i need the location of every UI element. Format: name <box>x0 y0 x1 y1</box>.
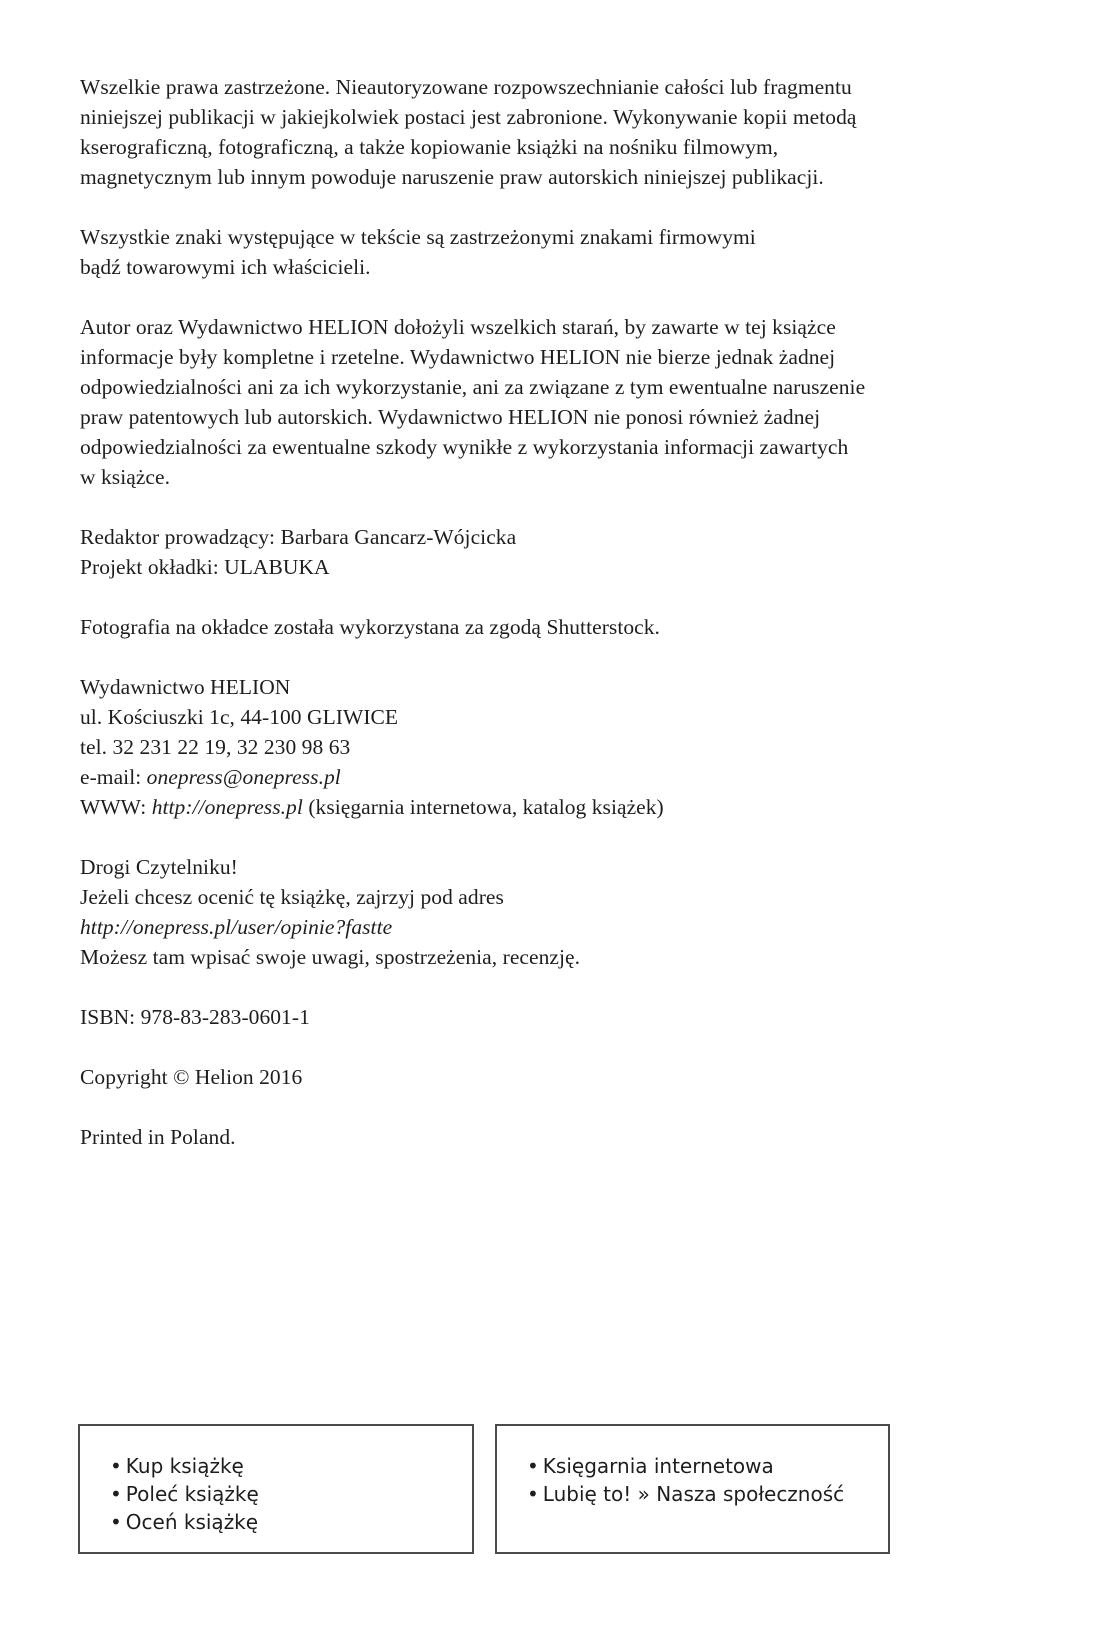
text-line: niniejszej publikacji w jakiejkolwiek postaci jest zabronione. Wykonywanie kopii metodą <box>80 105 857 129</box>
text-line: Autor oraz Wydawnictwo HELION dołożyli wszelkich starań, by zawarte w tej książce <box>80 315 836 339</box>
text-line: Wszelkie prawa zastrzeżone. Nieautoryzowane rozpowszechnianie całości lub fragmentu <box>80 75 852 99</box>
rights-paragraph <box>80 72 1040 192</box>
text-line: kserograficzną, fotograficzną, a także kopiowanie książki na nośniku filmowym, <box>80 135 779 159</box>
credits-paragraph <box>80 522 1040 582</box>
email-link[interactable]: onepress@onepress.pl <box>146 765 341 789</box>
buy-book-link[interactable] <box>110 1452 472 1480</box>
rate-book-label[interactable]: Oceń książkę <box>125 1510 259 1534</box>
bullet-icon: • <box>110 1482 122 1506</box>
isbn-text: ISBN: 978-83-283-0601-1 <box>80 1005 310 1029</box>
text-line: odpowiedzialności ani za ich wykorzystanie, ani za związane z tym ewentualne naruszenie <box>80 375 866 399</box>
bullet-icon: • <box>527 1454 539 1478</box>
editor-credit: Redaktor prowadzący: Barbara Gancarz-Wójcicka <box>80 525 517 549</box>
bullet-icon: • <box>110 1454 122 1478</box>
text-line: odpowiedzialności za ewentualne szkody wynikłe z wykorzystania informacji zawartych <box>80 435 849 459</box>
reader-greeting: Drogi Czytelniku! <box>80 855 238 879</box>
buy-book-label[interactable]: Kup książkę <box>125 1454 244 1478</box>
community-link[interactable] <box>527 1480 888 1508</box>
text-line: bądź towarowymi ich właścicieli. <box>80 255 371 279</box>
bullet-icon: • <box>527 1482 539 1506</box>
publisher-phone: tel. 32 231 22 19, 32 230 98 63 <box>80 735 351 759</box>
copyright-page <box>80 72 1040 1182</box>
reader-tail: Możesz tam wpisać swoje uwagi, spostrzeżenia, recenzję. <box>80 945 581 969</box>
review-link[interactable]: http://onepress.pl/user/opinie?fastte <box>80 915 393 939</box>
www-label: WWW: <box>80 795 152 819</box>
printed-notice <box>80 1122 1040 1152</box>
trademarks-paragraph <box>80 222 1040 282</box>
community-list <box>497 1426 888 1508</box>
publisher-email-line <box>80 762 1040 792</box>
www-suffix: (księgarnia internetowa, katalog książek) <box>302 795 664 819</box>
bullet-icon: • <box>110 1510 122 1534</box>
rate-book-link[interactable] <box>110 1508 472 1536</box>
bookstore-link[interactable] <box>527 1452 888 1480</box>
copyright-notice <box>80 1062 1040 1092</box>
text-line: praw patentowych lub autorskich. Wydawnictwo HELION nie ponosi również żadnej <box>80 405 821 429</box>
www-link[interactable]: http://onepress.pl <box>151 795 303 819</box>
isbn <box>80 1002 1040 1032</box>
text-line: Wszystkie znaki występujące w tekście są zastrzeżonymi znakami firmowymi <box>80 225 756 249</box>
disclaimer-paragraph <box>80 312 1040 492</box>
printed-text: Printed in Poland. <box>80 1125 236 1149</box>
book-actions-box <box>78 1424 474 1554</box>
photo-credit-text: Fotografia na okładce została wykorzystana za zgodą Shutterstock. <box>80 615 660 639</box>
publisher-www-line <box>80 792 1040 822</box>
publisher-contact <box>80 672 1040 822</box>
email-label: e-mail: <box>80 765 147 789</box>
reader-note <box>80 852 1040 972</box>
photo-credit <box>80 612 1040 642</box>
text-line: informacje były kompletne i rzetelne. Wydawnictwo HELION nie bierze jednak żadnej <box>80 345 836 369</box>
recommend-book-link[interactable] <box>110 1480 472 1508</box>
publisher-address: ul. Kościuszki 1c, 44-100 GLIWICE <box>80 705 399 729</box>
reader-prompt: Jeżeli chcesz ocenić tę książkę, zajrzyj pod adres <box>80 885 504 909</box>
recommend-book-label[interactable]: Poleć książkę <box>125 1482 259 1506</box>
cover-credit: Projekt okładki: ULABUKA <box>80 555 330 579</box>
community-box <box>495 1424 890 1554</box>
book-actions-list <box>80 1426 472 1536</box>
community-label[interactable]: Lubię to! » Nasza społeczność <box>542 1482 845 1506</box>
text-line: magnetycznym lub innym powoduje naruszenie praw autorskich niniejszej publikacji. <box>80 165 824 189</box>
publisher-name: Wydawnictwo HELION <box>80 675 291 699</box>
bookstore-label[interactable]: Księgarnia internetowa <box>542 1454 774 1478</box>
text-line: w książce. <box>80 465 171 489</box>
copyright-text: Copyright © Helion 2016 <box>80 1065 303 1089</box>
